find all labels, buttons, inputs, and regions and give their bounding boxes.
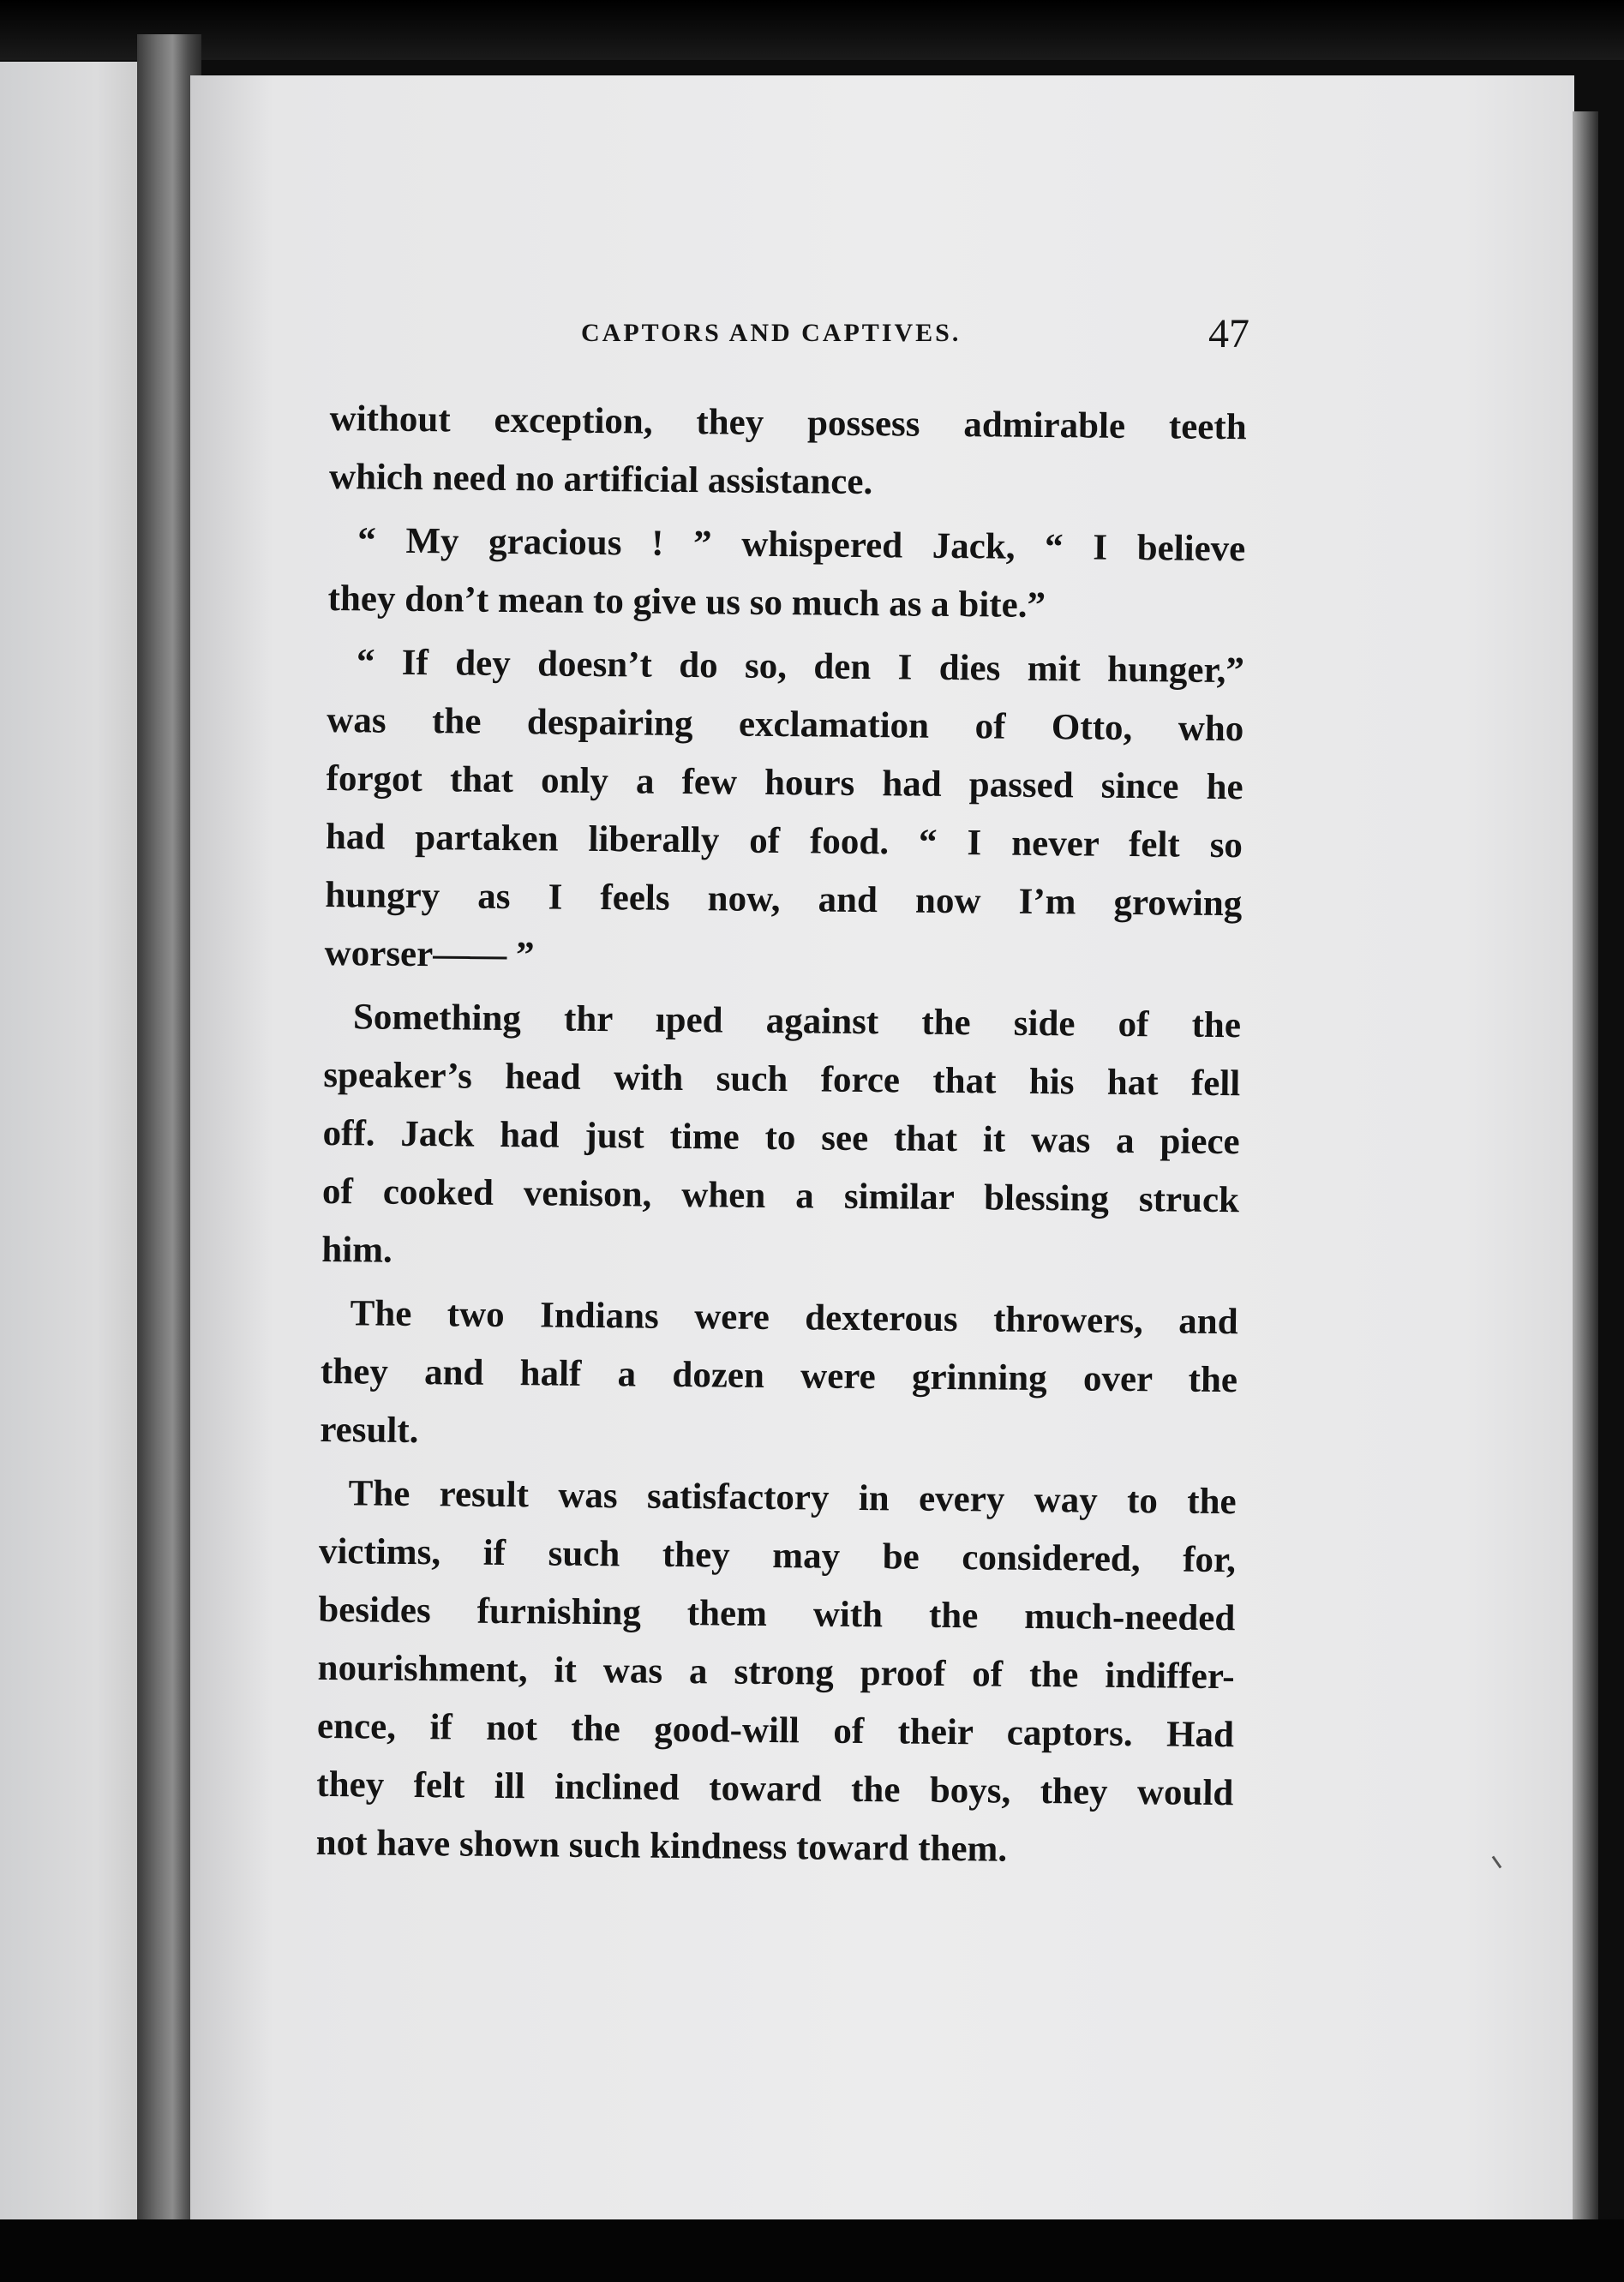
text-line: The result was satisfactory in every way to the: [348, 1473, 1237, 1523]
body-text: [315, 390, 1247, 1886]
paragraph: [327, 512, 1245, 637]
text-line: him.: [321, 1229, 393, 1271]
text-line: ence, if not the good-will of their captors. Had: [316, 1705, 1235, 1756]
text-line: forgot that only a few hours had passed since he: [326, 758, 1243, 808]
text-line: nourishment, it was a strong proof of the indiffer-: [317, 1647, 1235, 1698]
text-line: “ My gracious ! ” whispered Jack, “ I believe: [357, 520, 1246, 570]
running-head: [581, 310, 1249, 362]
running-head-title: CAPTORS AND CAPTIVES.: [581, 319, 962, 347]
paragraph: [315, 1464, 1237, 1881]
text-line: not have shown such kindness toward them.: [315, 1822, 1008, 1870]
text-line: they felt ill inclined toward the boys, they would: [316, 1764, 1234, 1814]
text-line: off. Jack had just time to see that it was a piece: [322, 1112, 1240, 1163]
text-line: which need no artificial assistance.: [328, 456, 873, 503]
text-line: hungry as I feels now, and now I’m growing: [325, 874, 1243, 925]
page-right-shadow: [1573, 111, 1598, 2219]
text-line: result.: [320, 1409, 419, 1452]
text-line: The two Indians were dexterous throwers, and: [350, 1293, 1238, 1343]
text-line: speaker’s head with such force that his hat fell: [323, 1054, 1241, 1105]
paragraph: [320, 1285, 1238, 1468]
text-line: had partaken liberally of food. “ I never felt so: [325, 816, 1243, 866]
scan-top-border: [0, 0, 1624, 60]
text-line: besides furnishing them with the much-needed: [318, 1589, 1236, 1639]
text-line: Something thr ıped against the side of the: [352, 997, 1242, 1046]
paragraph: [324, 633, 1244, 991]
text-line: was the despairing exclamation of Otto, who: [327, 699, 1244, 750]
text-line: worser—— ”: [324, 932, 535, 976]
text-line: they don’t mean to give us so much as a bite.”: [327, 578, 1046, 626]
text-line: without exception, they possess admirable teeth: [329, 398, 1247, 448]
page-number: 47: [1208, 311, 1249, 356]
paragraph: [321, 988, 1241, 1288]
text-line: victims, if such they may be considered, for,: [318, 1530, 1237, 1581]
scan-bottom-border: [0, 2219, 1624, 2282]
paragraph: [329, 390, 1247, 515]
text-line: “ If dey doesn’t do so, den I dies mit hunger,”: [356, 642, 1245, 692]
text-line: they and half a dozen were grinning over the: [320, 1351, 1238, 1401]
text-line: of cooked venison, when a similar blessing struck: [321, 1171, 1240, 1221]
